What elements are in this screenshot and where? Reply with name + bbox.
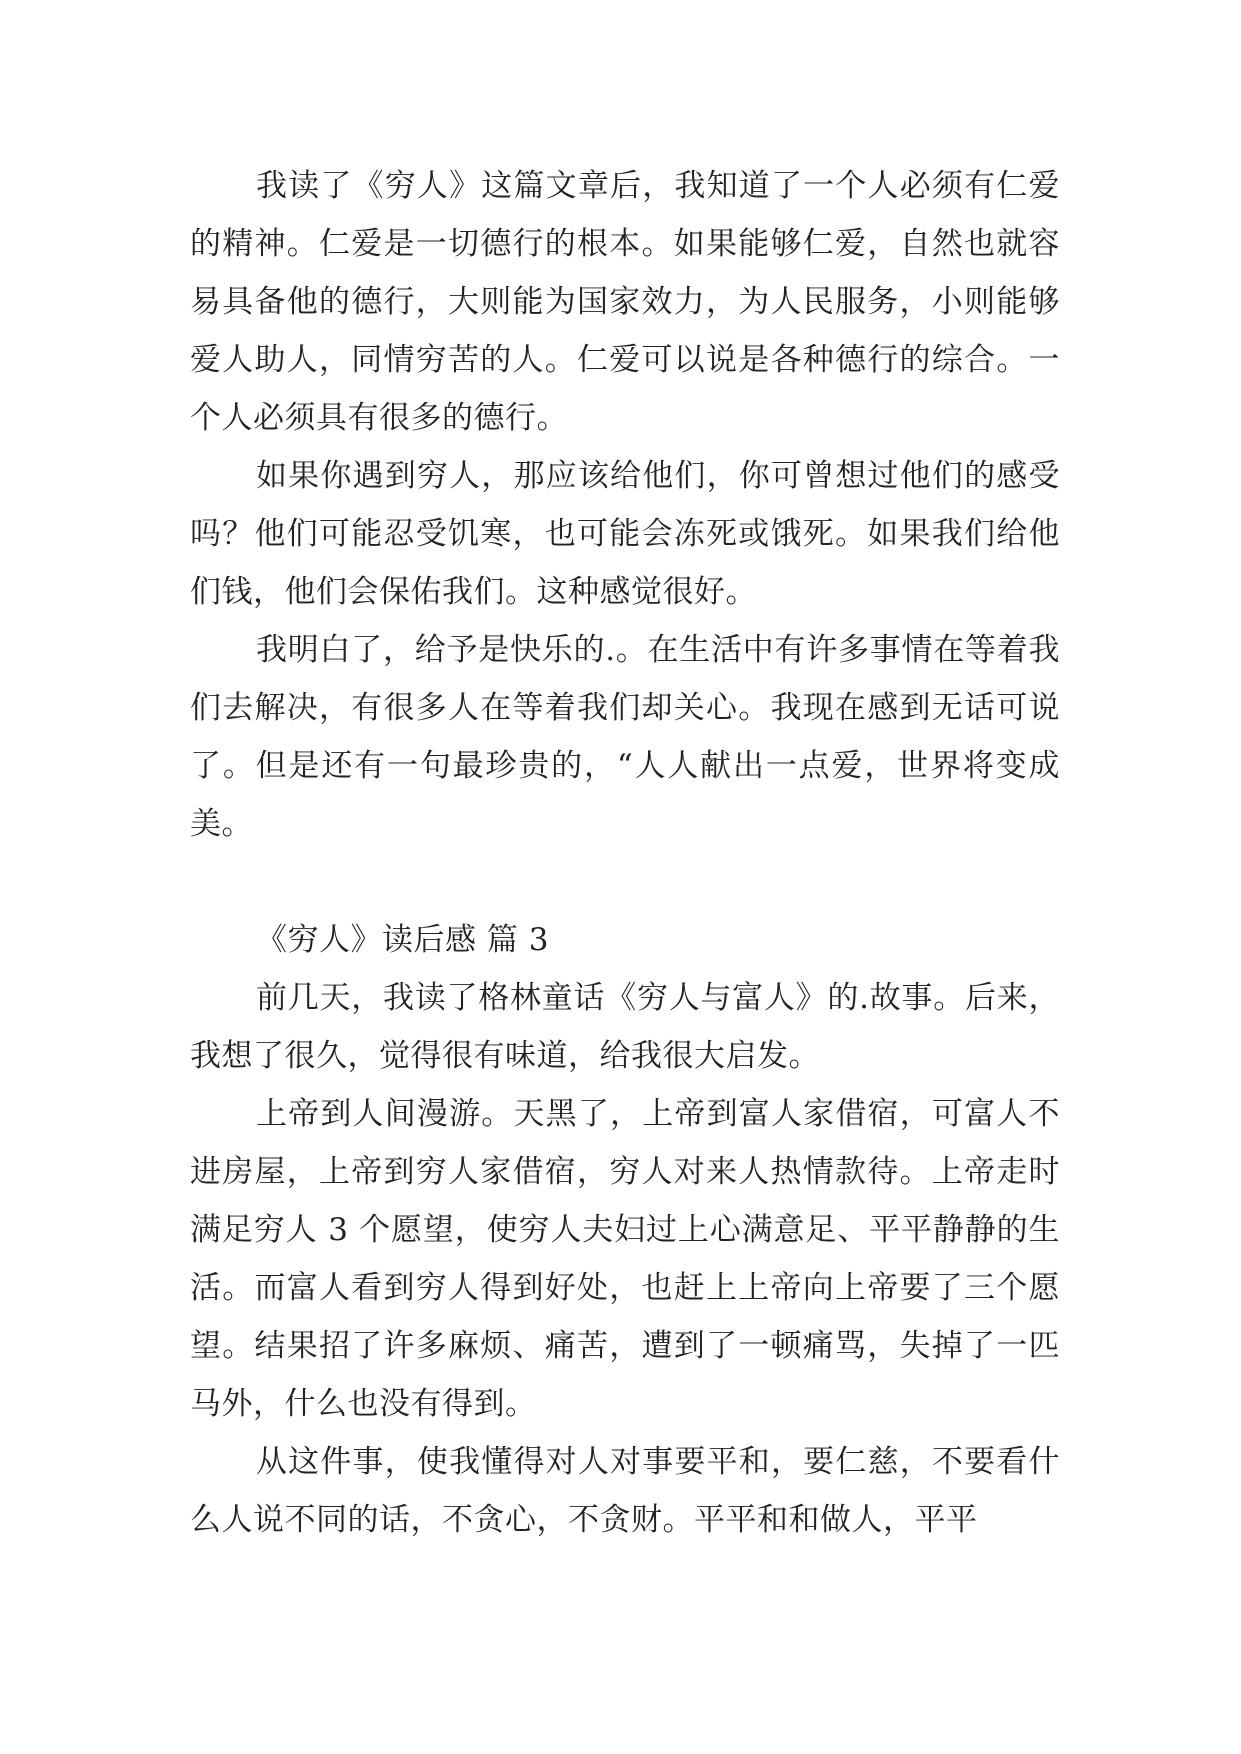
- section-2-body: [190, 969, 1060, 1549]
- paragraph: 从这件事，使我懂得对人对事要平和，要仁慈，不要看什么人说不同的话，不贪心，不贪财。平平和和做人，平平: [190, 1444, 1060, 1538]
- paragraph: 我明白了，给予是快乐的.。在生活中有许多事情在等着我们去解决，有很多人在等着我们却关心。我现在感到无话可说了。但是还有一句最珍贵的，“人人献出一点爱，世界将变成美。: [190, 632, 1060, 842]
- section-heading: 《穷人》读后感 篇 3: [256, 922, 549, 958]
- paragraph: 上帝到人间漫游。天黑了，上帝到富人家借宿，可富人不进房屋，上帝到穷人家借宿，穷人对来人热情款待。上帝走时满足穷人 3 个愿望，使穷人夫妇过上心满意足、平平静静的生活。而富人看到穷人得到好处，也赶上上帝向上帝要了三个愿望。结果招了许多麻烦、痛苦，遭到了一顿痛骂，失掉了一匹马外，什么也没有得到。: [190, 1096, 1060, 1422]
- paragraph: 前几天，我读了格林童话《穷人与富人》的.故事。后来，我想了很久，觉得很有味道，给我很大启发。: [190, 980, 1060, 1074]
- paragraph: 我读了《穷人》这篇文章后，我知道了一个人必须有仁爱的精神。仁爱是一切德行的根本。如果能够仁爱，自然也就容易具备他的德行，大则能为国家效力，为人民服务，小则能够爱人助人，同情穷苦的人。仁爱可以说是各种德行的综合。一个人必须具有很多的德行。: [190, 168, 1060, 436]
- paragraph: 如果你遇到穷人，那应该给他们，你可曾想过他们的感受吗？他们可能忍受饥寒，也可能会冻死或饿死。如果我们给他们钱，他们会保佑我们。这种感觉很好。: [190, 458, 1060, 610]
- section-1-body: [190, 157, 1060, 853]
